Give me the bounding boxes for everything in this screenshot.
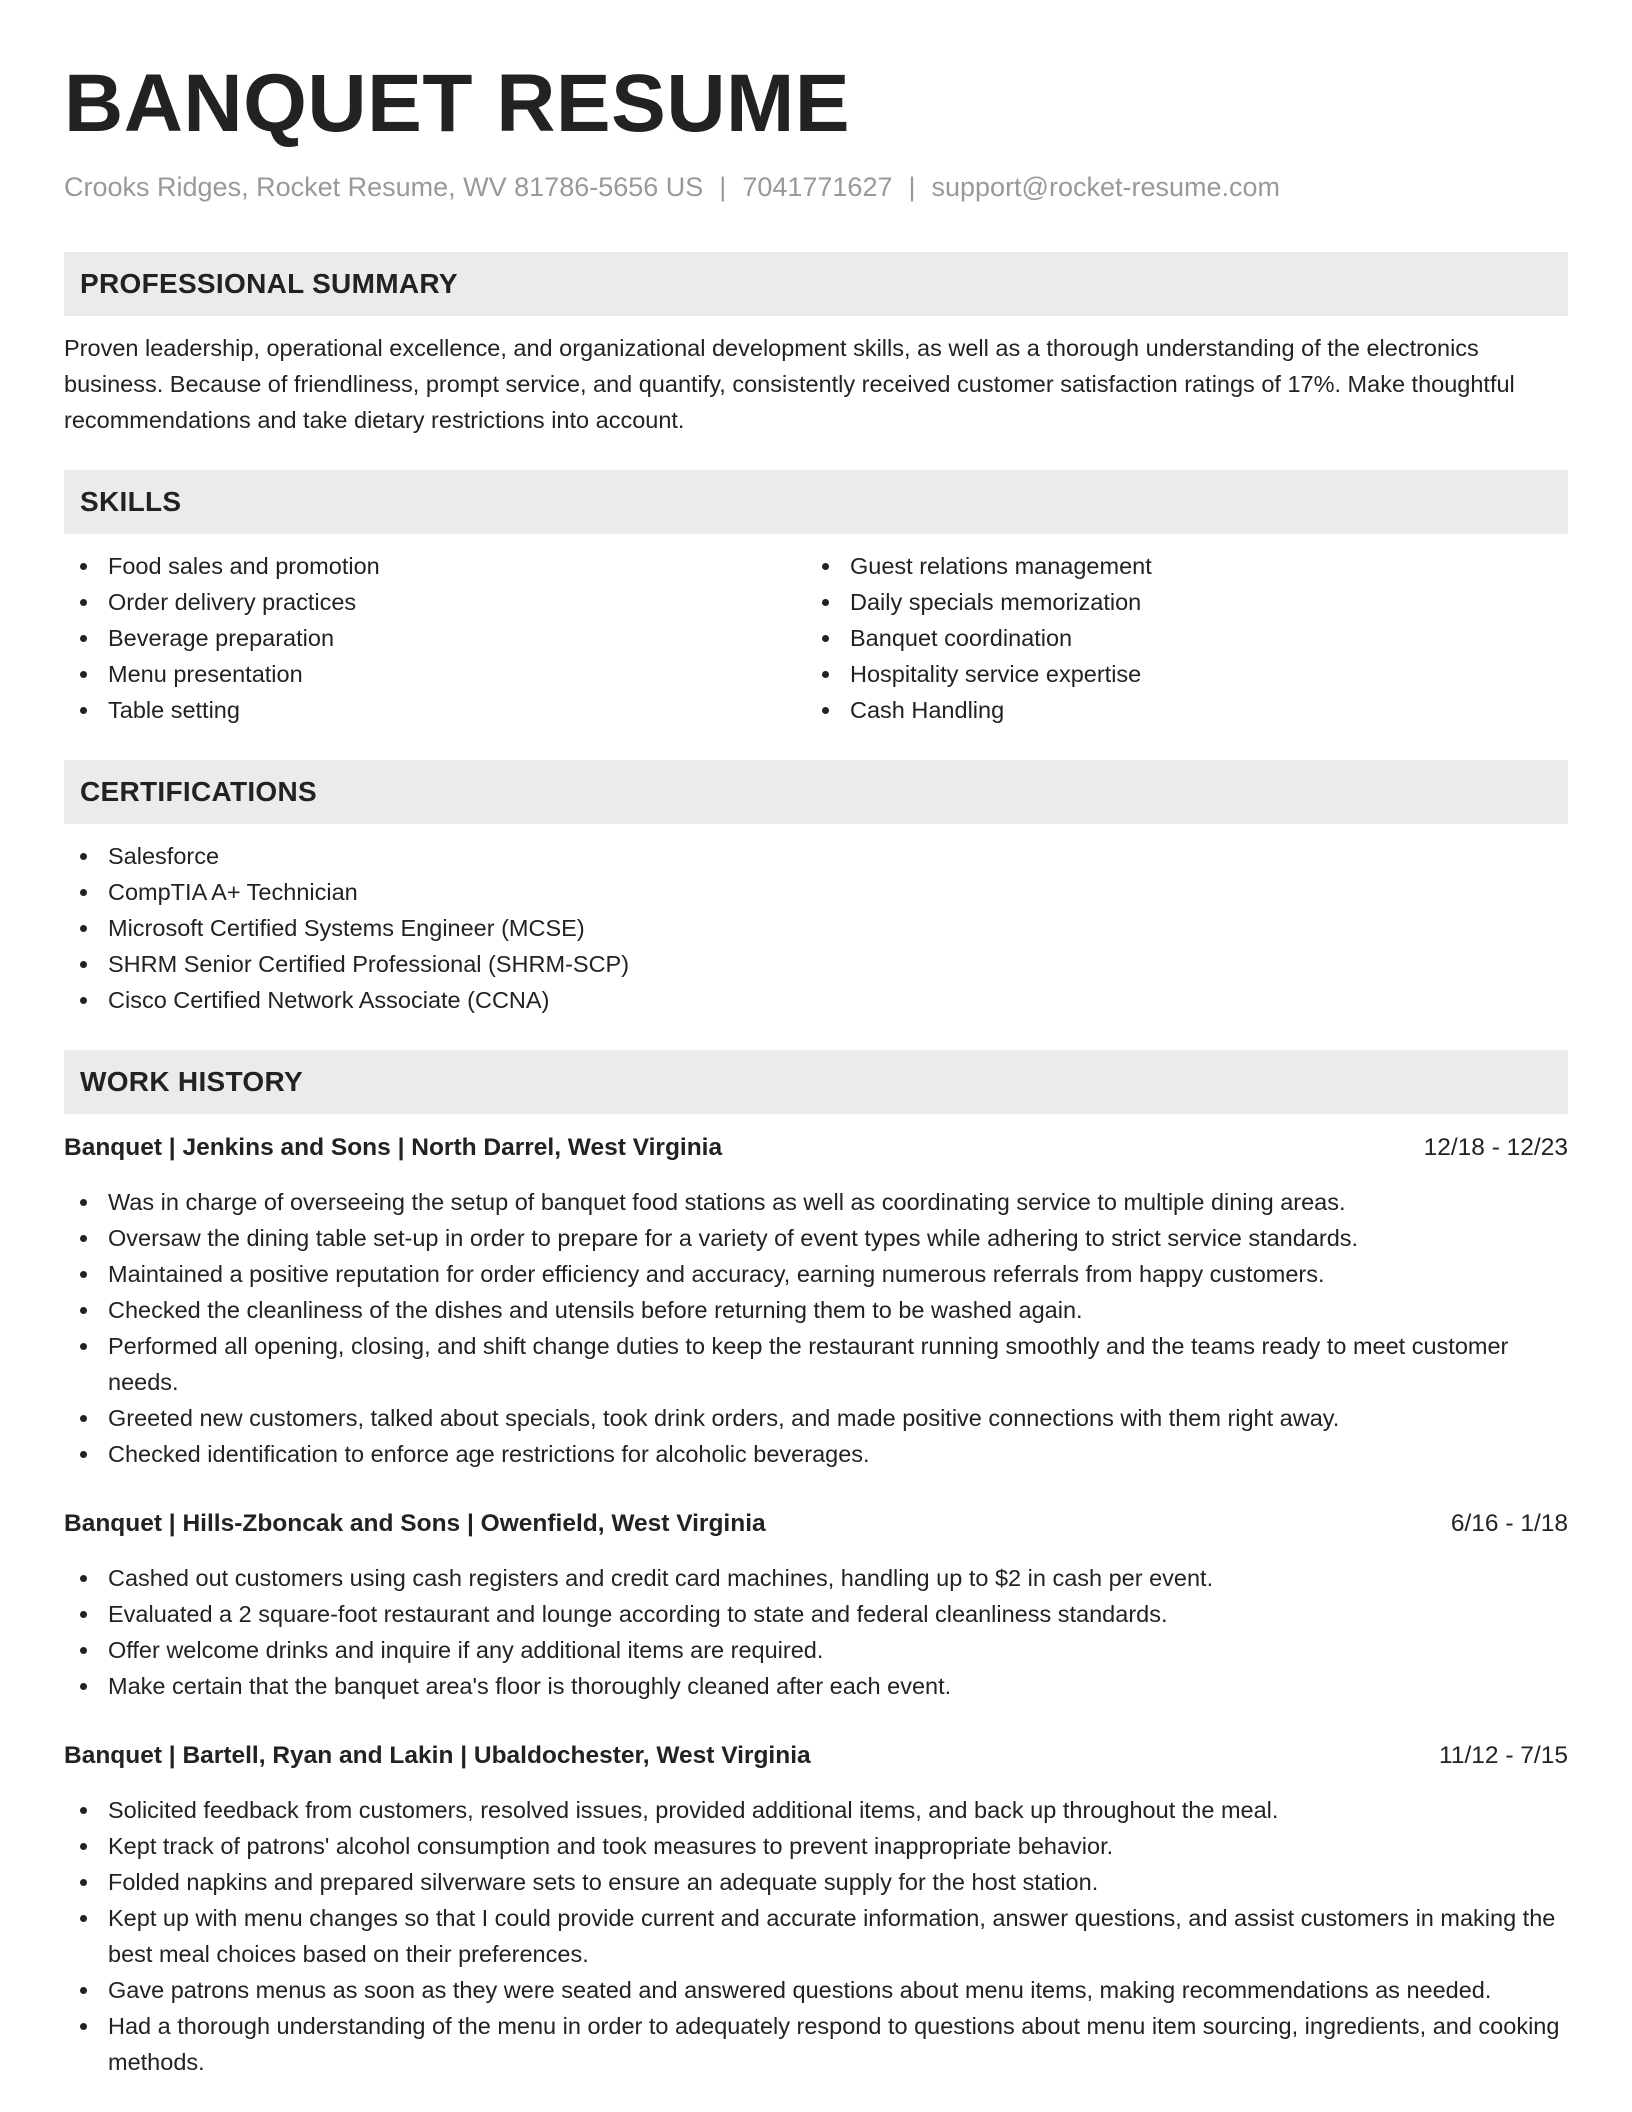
skills-column-right: [806, 548, 1548, 728]
job-bullet: Make certain that the banquet area's floor is thoroughly cleaned after each event.: [64, 1668, 1568, 1704]
certifications-list: [64, 838, 1568, 1018]
skill-item: Beverage preparation: [64, 620, 806, 656]
contact-line: [64, 170, 1568, 204]
job-entry: [64, 1130, 1568, 1472]
contact-separator: |: [719, 172, 727, 202]
job-bullet: Gave patrons menus as soon as they were seated and answered questions about menu items, making recommendations as needed.: [64, 1972, 1568, 2008]
job-bullet: Offer welcome drinks and inquire if any additional items are required.: [64, 1632, 1568, 1668]
job-title: Banquet | Hills-Zboncak and Sons | Owenfield, West Virginia: [64, 1510, 766, 1537]
contact-separator: |: [908, 172, 916, 202]
job-bullet: Checked the cleanliness of the dishes and utensils before returning them to be washed again.: [64, 1292, 1568, 1328]
job-dates: 12/18 - 12/23: [1423, 1134, 1568, 1161]
section-header-summary: PROFESSIONAL SUMMARY: [64, 252, 1568, 316]
resume-title: BANQUET RESUME: [64, 58, 851, 149]
job-bullets: [64, 1184, 1568, 1472]
job-title: Banquet | Jenkins and Sons | North Darrel, West Virginia: [64, 1134, 723, 1161]
job-bullet: Checked identification to enforce age restrictions for alcoholic beverages.: [64, 1436, 1568, 1472]
job-heading: [64, 1738, 1568, 1774]
job-entry: [64, 1738, 1568, 2080]
job-bullet: Maintained a positive reputation for order efficiency and accuracy, earning numerous referrals from happy customers.: [64, 1256, 1568, 1292]
skill-item: Food sales and promotion: [64, 548, 806, 584]
job-dates: 6/16 - 1/18: [1450, 1510, 1568, 1537]
job-bullet: Folded napkins and prepared silverware sets to ensure an adequate supply for the host station.: [64, 1864, 1568, 1900]
job-dates: 11/12 - 7/15: [1439, 1742, 1568, 1769]
section-header-skills: SKILLS: [64, 470, 1568, 534]
skill-item: Cash Handling: [806, 692, 1548, 728]
certification-item: CompTIA A+ Technician: [64, 874, 1568, 910]
resume-page: [64, 0, 1568, 2080]
job-bullet: Evaluated a 2 square-foot restaurant and lounge according to state and federal cleanliness standards.: [64, 1596, 1568, 1632]
job-bullet: Performed all opening, closing, and shift change duties to keep the restaurant running smoothly and the teams ready to meet customer needs.: [64, 1328, 1568, 1400]
job-entry: [64, 1506, 1568, 1704]
job-bullet: Cashed out customers using cash registers and credit card machines, handling up to $2 in cash per event.: [64, 1560, 1568, 1596]
job-bullets: [64, 1560, 1568, 1704]
job-bullets: [64, 1792, 1568, 2080]
section-header-certifications: CERTIFICATIONS: [64, 760, 1568, 824]
certification-item: SHRM Senior Certified Professional (SHRM-SCP): [64, 946, 1568, 982]
contact-phone: 7041771627: [742, 172, 893, 202]
job-bullet: Was in charge of overseeing the setup of banquet food stations as well as coordinating service to multiple dining areas.: [64, 1184, 1568, 1220]
job-bullet: Greeted new customers, talked about specials, took drink orders, and made positive connections with them right away.: [64, 1400, 1568, 1436]
job-bullet: Kept track of patrons' alcohol consumption and took measures to prevent inappropriate behavior.: [64, 1828, 1568, 1864]
job-bullet: Kept up with menu changes so that I could provide current and accurate information, answer questions, and assist customers in making the best meal choices based on their preferences.: [64, 1900, 1568, 1972]
skill-item: Table setting: [64, 692, 806, 728]
job-title: Banquet | Bartell, Ryan and Lakin | Ubaldochester, West Virginia: [64, 1742, 811, 1769]
contact-address: Crooks Ridges, Rocket Resume, WV 81786-5656 US: [64, 172, 704, 202]
skill-item: Daily specials memorization: [806, 584, 1548, 620]
skill-item: Guest relations management: [806, 548, 1548, 584]
skill-item: Order delivery practices: [64, 584, 806, 620]
skills-grid: [64, 548, 1568, 728]
certification-item: Salesforce: [64, 838, 1568, 874]
job-bullet: Oversaw the dining table set-up in order to prepare for a variety of event types while adhering to strict service standards.: [64, 1220, 1568, 1256]
skill-item: Menu presentation: [64, 656, 806, 692]
section-header-work-history: WORK HISTORY: [64, 1050, 1568, 1114]
skill-item: Banquet coordination: [806, 620, 1548, 656]
job-bullet: Solicited feedback from customers, resolved issues, provided additional items, and back up throughout the meal.: [64, 1792, 1568, 1828]
skill-item: Hospitality service expertise: [806, 656, 1548, 692]
summary-text: Proven leadership, operational excellence, and organizational development skills, as well as a thorough understanding of the electronics business. Because of friendliness, prompt service, and quantify, consistently received customer satisfaction ratings of 17%. Make thoughtful recommendations and take dietary restrictions into account.: [64, 335, 1515, 433]
certification-item: Microsoft Certified Systems Engineer (MCSE): [64, 910, 1568, 946]
job-bullet: Had a thorough understanding of the menu in order to adequately respond to questions about menu item sourcing, ingredients, and cooking methods.: [64, 2008, 1568, 2080]
job-heading: [64, 1130, 1568, 1166]
skills-column-left: [64, 548, 806, 728]
job-heading: [64, 1506, 1568, 1542]
certification-item: Cisco Certified Network Associate (CCNA): [64, 982, 1568, 1018]
contact-email: support@rocket-resume.com: [931, 172, 1281, 202]
